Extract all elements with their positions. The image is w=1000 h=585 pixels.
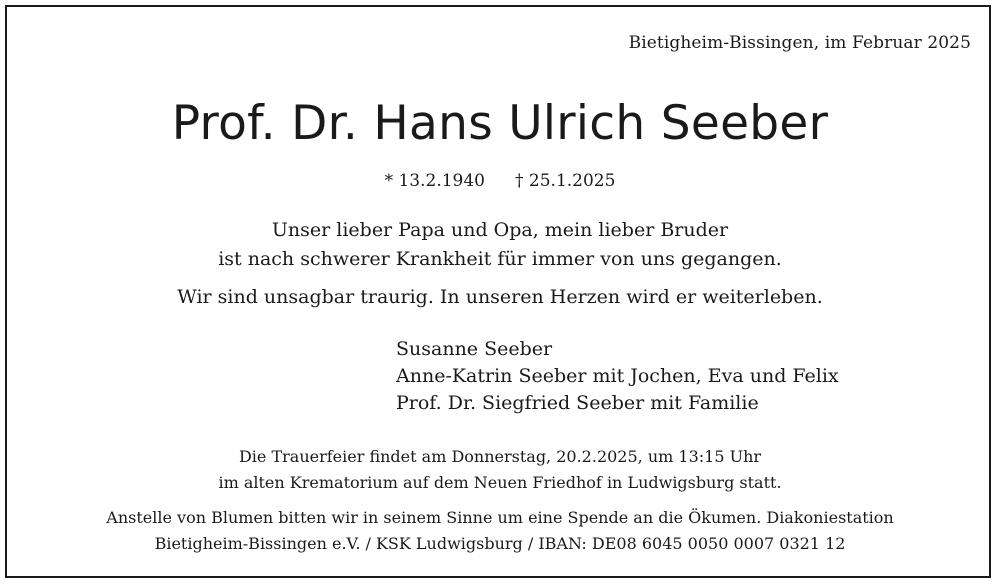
death-date: † 25.1.2025 — [515, 171, 616, 191]
donation-line-2: Bietigheim-Bissingen e.V. / KSK Ludwigsburg / IBAN: DE08 6045 0050 0007 0321 12 — [154, 534, 846, 553]
message-line-1: Unser lieber Papa und Opa, mein lieber Bruder — [271, 219, 729, 241]
place-and-date: Bietigheim-Bissingen, im Februar 2025 — [628, 33, 971, 53]
mourner-3: Prof. Dr. Siegfried Seeber mit Familie — [396, 392, 759, 414]
birth-date: * 13.2.1940 — [384, 171, 485, 191]
ceremony-line-1: Die Trauerfeier findet am Donnerstag, 20.2.2025, um 13:15 Uhr — [238, 447, 762, 466]
mourner-2: Anne-Katrin Seeber mit Jochen, Eva und Felix — [396, 365, 839, 387]
message-line-3: Wir sind unsagbar traurig. In unseren Herzen wird er weiterleben. — [177, 286, 823, 308]
donation-line-1: Anstelle von Blumen bitten wir in seinem Sinne um eine Spende an die Ökumen. Diakoniestation — [106, 508, 894, 527]
ceremony-line-2: im alten Krematorium auf dem Neuen Friedhof in Ludwigsburg statt. — [218, 473, 782, 492]
mourner-1: Susanne Seeber — [396, 338, 553, 360]
message-line-2: ist nach schwerer Krankheit für immer von uns gegangen. — [218, 248, 782, 270]
deceased-name: Prof. Dr. Hans Ulrich Seeber — [171, 96, 829, 151]
life-dates — [0, 171, 1000, 191]
